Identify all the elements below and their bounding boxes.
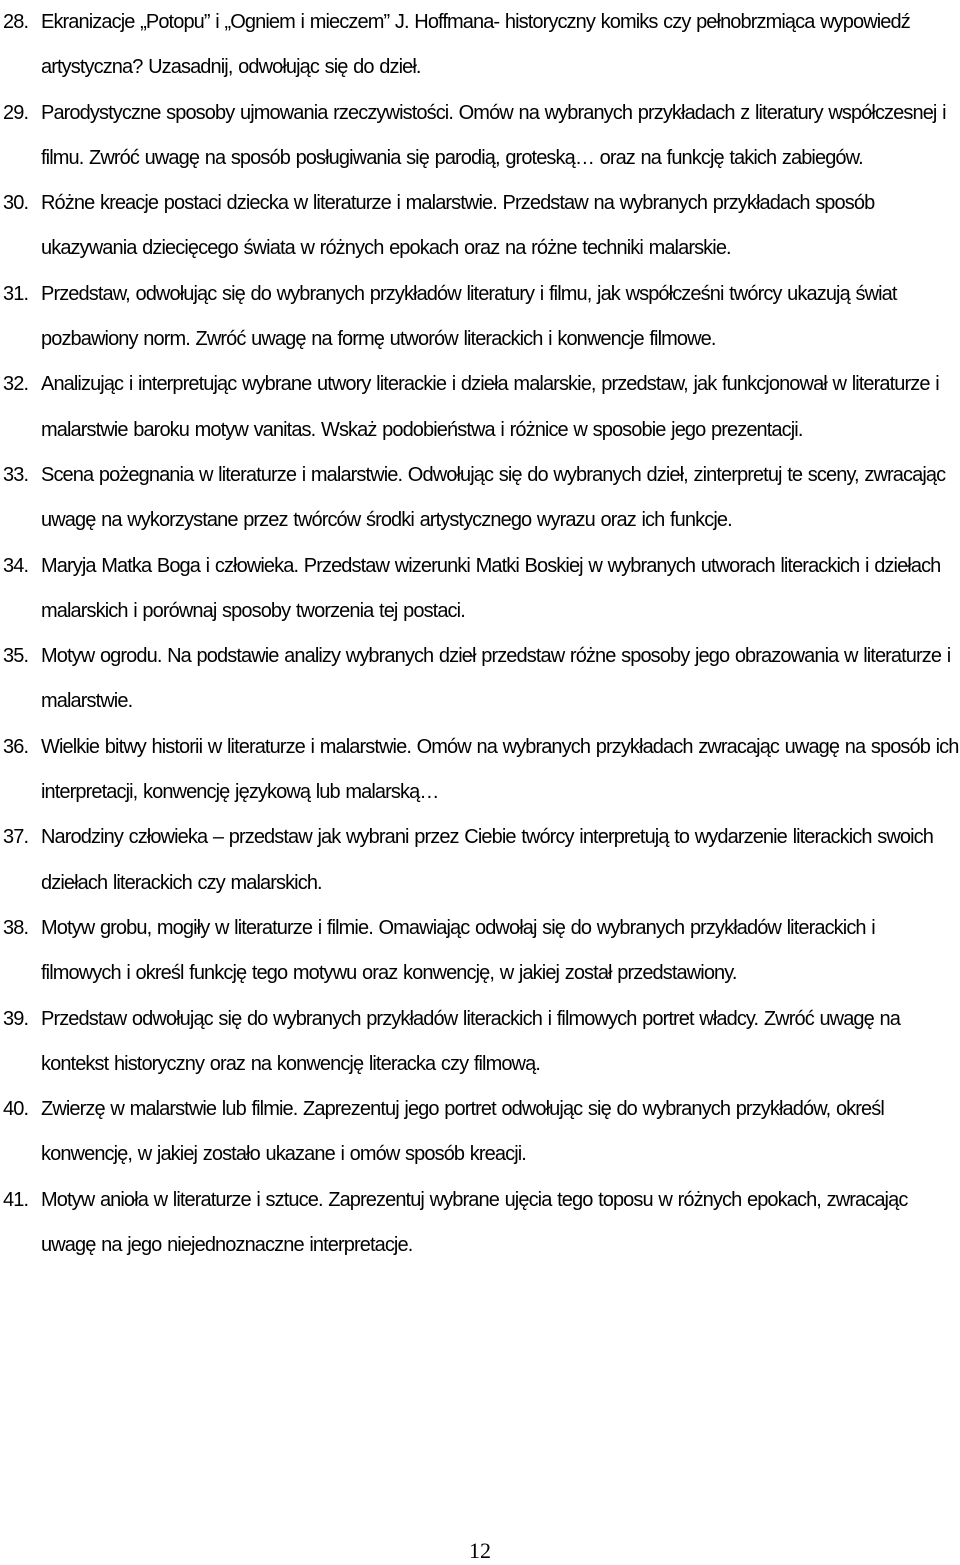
topic-text: Narodziny człowieka – przedstaw jak wybrani przez Ciebie twórcy interpretują to wydarzenie literackich swoich dziełach literackich czy malarskich.	[41, 826, 933, 894]
topic-number: 34.	[3, 554, 29, 577]
topic-number: 29.	[3, 101, 29, 124]
topic-text: Analizując i interpretując wybrane utwory literackie i dzieła malarskie, przedstaw, jak funkcjonował w literaturze i malarstwie baroku motyw vanitas. Wskaż podobieństwa i różnice w sposobie jego prezentacji.	[41, 373, 939, 441]
topic-number: 39.	[3, 1007, 29, 1030]
topic-text: Ekranizacje „Potopu” i „Ogniem i mieczem” J. Hoffmana- historyczny komiks czy pełnobrzmiąca wypowiedź artystyczna? Uzasadnij, odwołując się do dzieł.	[41, 11, 910, 79]
topic-number: 40.	[3, 1098, 29, 1121]
topic-item	[0, 1087, 960, 1178]
topic-item	[0, 453, 960, 544]
topic-number: 28.	[3, 11, 29, 33]
topic-item	[0, 815, 960, 906]
topic-number: 38.	[3, 916, 29, 939]
topic-text: Przedstaw odwołując się do wybranych przykładów literackich i filmowych portret władcy. Zwróć uwagę na kontekst historyczny oraz na konwencję literacka czy filmową.	[41, 1007, 900, 1075]
topic-text: Scena pożegnania w literaturze i malarstwie. Odwołując się do wybranych dzieł, zinterpretuj te sceny, zwracając uwagę na wykorzystane przez twórców środki artystycznego wyrazu oraz ich funkcje.	[41, 463, 946, 532]
topic-item	[0, 997, 960, 1088]
topic-number: 32.	[3, 373, 29, 396]
topic-number: 33.	[3, 463, 29, 486]
topic-item	[0, 906, 960, 997]
topic-text: Zwierzę w malarstwie lub filmie. Zaprezentuj jego portret odwołując się do wybranych przykładów, określ konwencję, w jakiej zostało ukazane i omów sposób kreacji.	[41, 1098, 884, 1166]
topic-text: Motyw ogrodu. Na podstawie analizy wybranych dzieł przedstaw różne sposoby jego obrazowania w literaturze i malarstwie.	[41, 645, 951, 713]
topic-text: Maryja Matka Boga i człowieka. Przedstaw wizerunki Matki Boskiej w wybranych utworach literackich i dziełach malarskich i porównaj sposoby tworzenia tej postaci.	[41, 554, 941, 622]
topic-number: 36.	[3, 735, 29, 758]
topic-item	[0, 725, 960, 816]
topic-item	[0, 0, 960, 91]
topic-number: 37.	[3, 826, 29, 849]
topic-item	[0, 362, 960, 453]
topic-text: Wielkie bitwy historii w literaturze i malarstwie. Omów na wybranych przykładach zwracając uwagę na sposób ich interpretacji, konwencję językową lub malarską…	[41, 735, 959, 804]
topic-number: 31.	[3, 282, 29, 305]
topic-number: 41.	[3, 1188, 29, 1211]
topic-text: Przedstaw, odwołując się do wybranych przykładów literatury i filmu, jak współcześni twórcy ukazują świat pozbawiony norm. Zwróć uwagę na formę utworów literackich i konwencje filmowe.	[41, 282, 897, 351]
topic-text: Motyw grobu, mogiły w literaturze i filmie. Omawiając odwołaj się do wybranych przykładów literackich i filmowych i określ funkcję tego motywu oraz konwencję, w jakiej został przedstawiony.	[41, 916, 875, 985]
topic-item	[0, 91, 960, 182]
topic-text: Motyw anioła w literaturze i sztuce. Zaprezentuj wybrane ujęcia tego toposu w różnych epokach, zwracając uwagę na jego niejednoznaczne interpretacje.	[41, 1188, 908, 1257]
topic-item	[0, 544, 960, 635]
topic-item	[0, 634, 960, 725]
topic-text: Parodystyczne sposoby ujmowania rzeczywistości. Omów na wybranych przykładach z literatury współczesnej i filmu. Zwróć uwagę na sposób posługiwania się parodią, groteską… oraz na funkcję takich zabiegów.	[41, 101, 946, 169]
page-number: 12	[469, 1538, 491, 1563]
topic-number: 35.	[3, 645, 29, 668]
topic-item	[0, 272, 960, 363]
topic-number: 30.	[3, 192, 29, 215]
topic-item	[0, 181, 960, 272]
topic-text: Różne kreacje postaci dziecka w literaturze i malarstwie. Przedstaw na wybranych przykładach sposób ukazywania dziecięcego świata w różnych epokach oraz na różne techniki malarskie.	[41, 192, 875, 260]
topic-item	[0, 1178, 960, 1269]
